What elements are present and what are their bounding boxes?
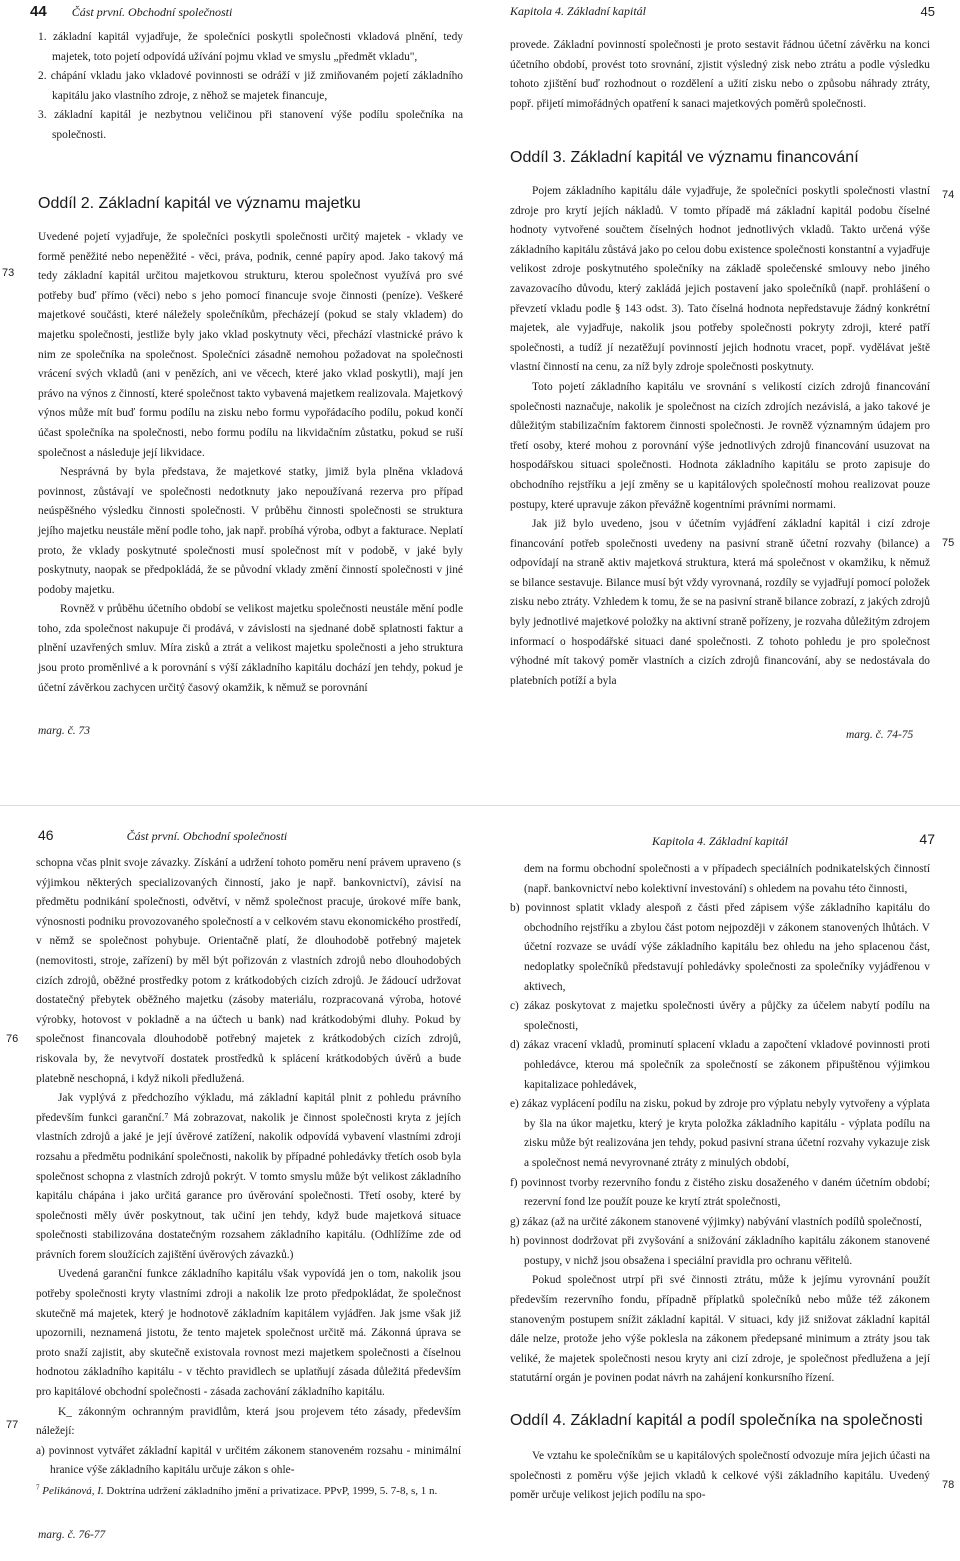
running-title: Kapitola 4. Základní kapitál <box>652 834 789 848</box>
section-heading: Oddíl 3. Základní kapitál ve významu financování <box>510 149 859 166</box>
footnote-author: Pelikánová, I. <box>42 1485 104 1497</box>
page-46 <box>6 820 478 1561</box>
paragraph: Pojem základního kapitálu dále vyjadřuje, že společníci poskytli společnosti vlastní zdroje pro krytí jejích nákladů. V tomto případě má základní kapitál podobu číselné hodnoty vytvořené součtem číselných hodnot jednotlivých vkladů. Takto určená výše základního kapitálu zůstává jako po celou dobu existence společnosti konstantní a vyjadřuje velikost zdroje poskytnutého společníky na základě společenské smlouvy nebo jiného zavazovacího důvodu, který zakládá jejich postavení jako společníků (např. prohlášení o převzetí vkladu podle § 143 odst. 3). Tato číselná hodnota nepředstavuje žádný konkrétní majetek, ale vyjadřuje, nakolik jsou potřeby společnosti pokryty zdroji, které patří společnosti, a tudíž jí nezatěžují povinností jejich hodnotu vracet, popř. vydělávat ještě vlastní činností na cenu, za níž byly zdroje společnosti poskytnuty. <box>510 185 930 374</box>
page-number: 46 <box>38 827 54 843</box>
paragraph: Ve vztahu ke společníkům se u kapitálových společností odvozuje míra jejich účasti na společnosti z poměru výše jejich vkladů k celkové výši základního kapitálu. Uvedený poměr určuje velikost jejich podílu na spo- <box>510 1450 930 1502</box>
paragraph: Uvedené pojetí vyjadřuje, že společníci poskytli společnosti určitý majetek - vklady ve formě peněžité nebo nepeněžité - věci, práva, podnik, cenné papíry apod. Jako takový má tedy základní kapitál určitou majetkovou strukturu, kterou společnost využívá pro své potřeby buď přímo (věci) nebo s jeho pomocí financuje svoje činnosti (peníze). Veškeré majetkové součásti, které náležely společníkům, přecházejí (pokud se staly vkladem) do majetku společnosti, jestliže byly jako vklad poskytnuty věci, přechází vlastnické právo k nim ze společníka na společnost. Společníci zásadně nemohou požadovat na společnosti vrácení svých vkladů (ani v penězích, ani ve věcech, které jako vklad poskytli), mají jen právo na výnos z činností, které společnost takto vybavená majetkem realizovala. Majetkový výnos může mít buď formu podílu na zisku nebo formu vypořádacího podílu, pokud končí účast společníka na společnosti, nebo formu podílu na likvidačním zůstatku, pokud se ruší společnost a následuje její likvidace. <box>38 231 463 459</box>
list-item: 3. základní kapitál je nezbytnou veličinou při stanovení výše podílu společníka na společnosti. <box>38 109 463 141</box>
page-47 <box>510 820 955 1561</box>
page-header <box>510 2 935 22</box>
section-heading: Oddíl 2. Základní kapitál ve významu majetku <box>38 195 361 212</box>
list-item: g) zákaz (až na určité zákonem stanovené výjimky) nabývání vlastních podílů společností, <box>510 1215 922 1228</box>
page-45 <box>510 0 955 795</box>
list-item: 2. chápání vkladu jako vkladové povinnosti se odráží v již zmiňovaném pojetí základního kapitálu jako vlastního zdroje, z něhož se majetek financuje, <box>38 70 463 102</box>
list-item: d) zákaz vracení vkladů, prominutí splacení vkladu a započtení vkladové povinnosti proti pohledávce, kterou má společník za společností se zákonem připuštěnou výjimkou kapitalizace pohledávek, <box>510 1039 930 1091</box>
list-item: a) povinnost vytvářet základní kapitál v určitém zákonem stanoveném rozsahu - minimální hranice výše základního kapitálu určuje zákon s ohle- <box>36 1444 461 1477</box>
page-footer: marg. č. 74-75 <box>846 729 914 741</box>
list-item: b) povinnost splatit vklady alespoň z části před zápisem výše základního kapitálu do obchodního rejstříku a zbylou část potom nejpozději v zákonem stanovených lhůtách. V účetní rozvaze se uvádí výše základního kapitálu bez ohledu na jeho splacenou část, nedoplatky společníků představují pohledávky společnosti za společníky vyjádřenou v aktivech, <box>510 902 930 993</box>
paragraph: schopna včas plnit svoje závazky. Získání a udržení tohoto poměru není právem upraveno (s výjimkou některých specializovaných činností, jako je např. bankovnictví), závisí na předmětu podnikání společnosti, odvětví, v němž společnost pracuje, úrokové míře bank, výnosnosti podniku provozovaného společností a v celkovém stavu ekonomického prostředí, v němž se společnost pohybuje. Orientačně platí, že dlouhodobě potřebný majetek (nemovitosti, stroje, zařízení) by měl být pořizován z vlastních zdrojů nebo dlouhodobých cizích zdrojů, oběžné prostředky potom z krátkodobých cizích zdrojů. Je žádoucí udržovat dostatečný přebytek oběžného majetku (zásoby materiálu, rozpracovaná výroba, hotové výrobky, hotovost v pokladně a na účtech u bank) nad krátkodobými dluhy. Pokud by společnost financovala dlouhodobě potřebný majetek z krátkodobých cizích zdrojů, riskovala by, že nevytvoří dostatek prostředků k splácení krátkodobých úvěrů a bude platebně neschopná, i když nikoli předlužená. <box>36 857 461 1085</box>
page-text <box>510 860 930 1506</box>
list-item: 1. základní kapitál vyjadřuje, že společníci poskytli společnosti vkladová plnění, tedy majetek, toto pojetí odpovídá užívání pojmu vklad ve smyslu „předmět vkladu", <box>38 31 463 63</box>
margin-number: 76 <box>6 1033 19 1045</box>
paragraph: Toto pojetí základního kapitálu ve srovnání s velikostí cizích zdrojů financování společnosti naznačuje, nakolik je společnost na cizích zdrojích nezávislá, a jako takové je důležitým stabilizačním faktorem činnosti společnosti. Je rovněž významným údajem pro třetí osoby, které mohou z porovnání výše jednotlivých zdrojů financování usuzovat na hospodářskou situaci společnosti. Hodnota základního kapitálu se proto zapisuje do obchodního rejstříku a její změny se u kapitálových společností mohou realizovat pouze postupy, které upravuje zákon převážně kogentními právními normami. <box>510 380 930 511</box>
list-item: f) povinnost tvorby rezervního fondu z čistého zisku dosaženého v daném účetním období; rezervní fond lze použít pouze ke krytí ztrát společnosti, <box>510 1176 930 1209</box>
enumeration-list <box>38 28 463 146</box>
intro-text <box>510 36 930 114</box>
margin-number: 78 <box>942 1479 955 1491</box>
paragraph: Jak vyplývá z předchozího výkladu, má základní kapitál plnit z pohledu právního především funkci garanční.⁷ Má zobrazovat, nakolik je činnost společnosti kryta z jejích vlastních zdrojů a jaké je její úvěrové zatížení, nakolik odpovídá vybavení vlastními zdroji rozsahu a předmětu podnikání společnosti, nakolik by případné pohledávky třetích osob byla společnost schopna z vlastních zdrojů pokrýt. V tomto smyslu může být velikost základního kapitálu chápána i jako určitá garance pro úvěrování společnosti. Třetí osoby, které by společnosti měly úvěr poskytnout, tak učiní jen tehdy, když bude majetková situace společnosti stabilizována dostatečným rozsahem základního kapitálu. (Odhlížíme zde od právních forem sloužících zajištění úvěrových závazků.) <box>36 1092 461 1261</box>
margin-number: 77 <box>6 1419 19 1431</box>
page-footer: marg. č. 73 <box>38 725 90 737</box>
paragraph: Nesprávná by byla představa, že majetkové statky, jimiž byla plněna vkladová povinnost, zůstávají ve společnosti nedotknuty jako nepoužívaná rezerva pro případ neúspěšného výsledku činnosti společnosti. V průběhu činnosti společnosti se struktura jejího majetku neustále mění podle toho, jak např. probíhá výroba, odbyt a fakturace. Neplatí proto, že vklady poskytnuté společnosti musí společnost mít v podobě, v jaké byly poskytnuty, naopak se předpokládá, že se původní vklady změní činností společnosti v jiné podoby majetku. <box>38 466 463 596</box>
page-footer: marg. č. 76-77 <box>38 1529 106 1541</box>
footnote-mark: 7 <box>36 1483 40 1492</box>
page-number: 44 <box>30 3 47 20</box>
section-2 <box>38 166 463 698</box>
running-title: Část první. Obchodní společnosti <box>71 5 233 19</box>
footnote-text: Doktrína udržení základního jmění a privatizace. PPvP, 1999, 5. 7-8, s, 1 n. <box>103 1485 438 1497</box>
list-item: c) zákaz poskytovat z majetku společnosti úvěry a půjčky za účelem nabytí podílu na společnosti, <box>510 1000 930 1032</box>
page-number: 45 <box>920 4 935 19</box>
page-44 <box>2 0 478 795</box>
paragraph: Pokud společnost utrpí při své činnosti ztrátu, může k jejímu vyrovnání použít především rezervního fondu, případně příplatků společníků nebo může též zákonem stanoveným postupem snížit základní kapitál. V situaci, kdy již snižovat základní kapitál dále nelze, protože jeho výše poklesla na zákonem předepsané minimum a ztráty jsou tak veliké, že majetek společnosti nesou kryty ani cizí zdroje, je společnost předlužena a její statutární orgán je povinen podat návrh na zahájení konkursního řízení. <box>510 1274 930 1385</box>
page-number: 47 <box>919 831 935 847</box>
running-title: Část první. Obchodní společnosti <box>126 829 288 843</box>
running-title: Kapitola 4. Základní kapitál <box>510 4 647 18</box>
margin-number: 73 <box>2 267 15 279</box>
paragraph: dem na formu obchodní společnosti a v případech speciálních podnikatelských činností (např. bankovnictví nebo kolektivní investování) s ohledem na povahu této činnosti, <box>524 863 930 895</box>
margin-number: 75 <box>942 537 955 549</box>
page-text <box>36 854 461 1499</box>
paragraph: provede. Základní povinností společnosti je proto sestavit řádnou účetní závěrku na konci účetního období, provést toto srovnání, zjistit výsledný zisk nebo ztrátu a podle výsledku tohoto zjištění buď rozhodnout o rozdělení a užití zisku nebo o způsobu náhrady ztráty, popř. přijetí mimořádných opatření k sanaci majetkových poměrů společnosti. <box>510 39 930 110</box>
list-item: e) zákaz vyplácení podílu na zisku, pokud by zdroje pro výplatu nebyly vytvořeny a výplata by šla na úkor majetku, který je kryta položka základního kapitálu - výplata podílu na zisku může být realizována jen tehdy, pokud pasivní strana účetní rozvahy vykazuje zisk a společnost nemá nevyrovnané ztráty z minulých období, <box>510 1098 930 1169</box>
margin-number: 74 <box>942 189 955 201</box>
footnote <box>36 1483 461 1499</box>
paragraph: K_ zákonným ochranným pravidlům, která jsou projevem této zásady, především náležejí: <box>36 1405 461 1438</box>
enumeration-list <box>510 899 930 1271</box>
section-3 <box>510 120 930 691</box>
paragraph: Uvedená garanční funkce základního kapitálu však vypovídá jen o tom, nakolik jsou potřeby společnosti kryty vlastními zdroji a nakolik lze proto předpokládat, že společnost skutečně má majetek, který je hodnotově základním kapitálem vyjádřen. Jak jsme však již upozornili, neznamená jistotu, že tento majetek společnost určitě má. Zákonná úprava se proto snaží zajistit, aby skutečně existovala rovnost mezi majetkem společnosti a číselnou hodnotou základního kapitálu - v těchto pravidlech se uplatňují zásada důležitá především pro kapitálové obchodní společnosti - zásada zachování základního kapitálu. <box>36 1268 461 1399</box>
section-heading: Oddíl 4. Základní kapitál a podíl společníka na společnosti <box>510 1412 923 1430</box>
list-item: h) povinnost dodržovat při zvyšování a snižování základního kapitálu zákonem stanovené postupy, v nichž jsou obsažena i speciální pravidla pro ochranu věřitelů. <box>510 1235 930 1267</box>
page-header <box>38 826 287 847</box>
spread-separator <box>0 805 960 806</box>
paragraph: Jak již bylo uvedeno, jsou v účetním vyjádření základní kapitál i cizí zdroje financování potřeb společnosti uvedeny na pasivní straně účetní rozvahy (bilance) a odpovídají na straně aktiv majetková struktura, která má společnost v okamžiku, k němuž se bilance sestavuje. Bilance musí být vždy vyrovnaná, rozdíly se vyjadřují pomocí položek zisku nebo ztráty. Vzhledem k tomu, že se na pasivní straně bilance zobrazí, z jakých zdrojů byly jednotlivé majetkové položky na aktivní straně pořízeny, je rozvaha důležitým zdrojem informací o hospodářské situaci dané společnosti. Z tohoto pohledu je pro společnost výhodné mít takový poměr vlastních a cizích zdrojů financování, aby se nedostávala do platebních potíží a byla <box>510 518 930 687</box>
page-header <box>30 2 232 23</box>
paragraph: Rovněž v průběhu účetního období se velikost majetku společnosti neustále mění podle toho, zda společnost nakupuje či prodává, v závislosti na sjednané době splatnosti faktur a plnění uzavřených smluv. Míra zisků a ztrát a velikost majetku společnosti a jeho struktura jsou proto proměnlivé a k porovnání s výší základního kapitálu dochází jen tehdy, pokud je účetní závěrkou zachycen určitý časový okamžik, k němuž se porovnání <box>38 603 463 694</box>
page-header <box>652 832 935 852</box>
